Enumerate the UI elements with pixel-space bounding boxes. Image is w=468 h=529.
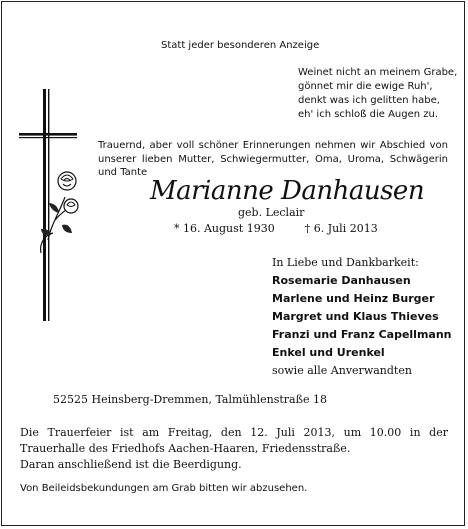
life-dates	[174, 222, 378, 235]
maiden-name: geb. Leclair	[238, 206, 305, 219]
survivor-name: Margret und Klaus Thieves	[272, 310, 439, 323]
poem	[298, 66, 457, 122]
header-text: Statt jeder besonderen Anzeige	[161, 40, 320, 51]
poem-line: gönnet mir die ewige Ruh',	[298, 81, 433, 92]
poem-line: eh' ich schloß die Augen zu.	[298, 109, 439, 120]
survivor-name: Franzi und Franz Capellmann	[272, 328, 452, 341]
poem-line: Weinet nicht an meinem Grabe,	[298, 67, 458, 78]
birth-date: * 16. August 1930	[174, 222, 275, 235]
survivor-name: Rosemarie Danhausen	[272, 274, 411, 287]
address: 52525 Heinsberg-Dremmen, Talmühlenstraße 18	[53, 393, 327, 406]
intro-text: Trauernd, aber voll schöner Erinnerungen nehmen wir Abschied von unserer lieben Mutter, Schwiegermutter, Oma, Uroma, Schwägerin und Tante	[98, 140, 448, 178]
survivor-name: Marlene und Heinz Burger	[272, 292, 435, 305]
deceased-name: Marianne Danhausen	[150, 176, 425, 206]
service-info	[20, 425, 448, 473]
closing-note: Von Beileidsbekundungen am Grab bitten wir abzusehen.	[20, 483, 308, 494]
survivors	[272, 254, 452, 380]
service-line: Daran anschließend ist die Beerdigung.	[20, 458, 242, 471]
poem-line: denkt was ich gelitten habe,	[298, 95, 440, 106]
survivors-intro: In Liebe und Dankbarkeit:	[272, 256, 419, 269]
death-date: † 6. Juli 2013	[304, 222, 378, 235]
survivor-name: Enkel und Urenkel	[272, 346, 385, 359]
service-line: Die Trauerfeier ist am Freitag, den 12. Juli 2013, um 10.00 in der Trauerhalle des Friedhofs Aachen-Haaren, Friedensstraße.	[20, 426, 448, 455]
survivors-closing: sowie alle Anverwandten	[272, 364, 412, 377]
cross-with-rose-icon	[15, 85, 85, 325]
